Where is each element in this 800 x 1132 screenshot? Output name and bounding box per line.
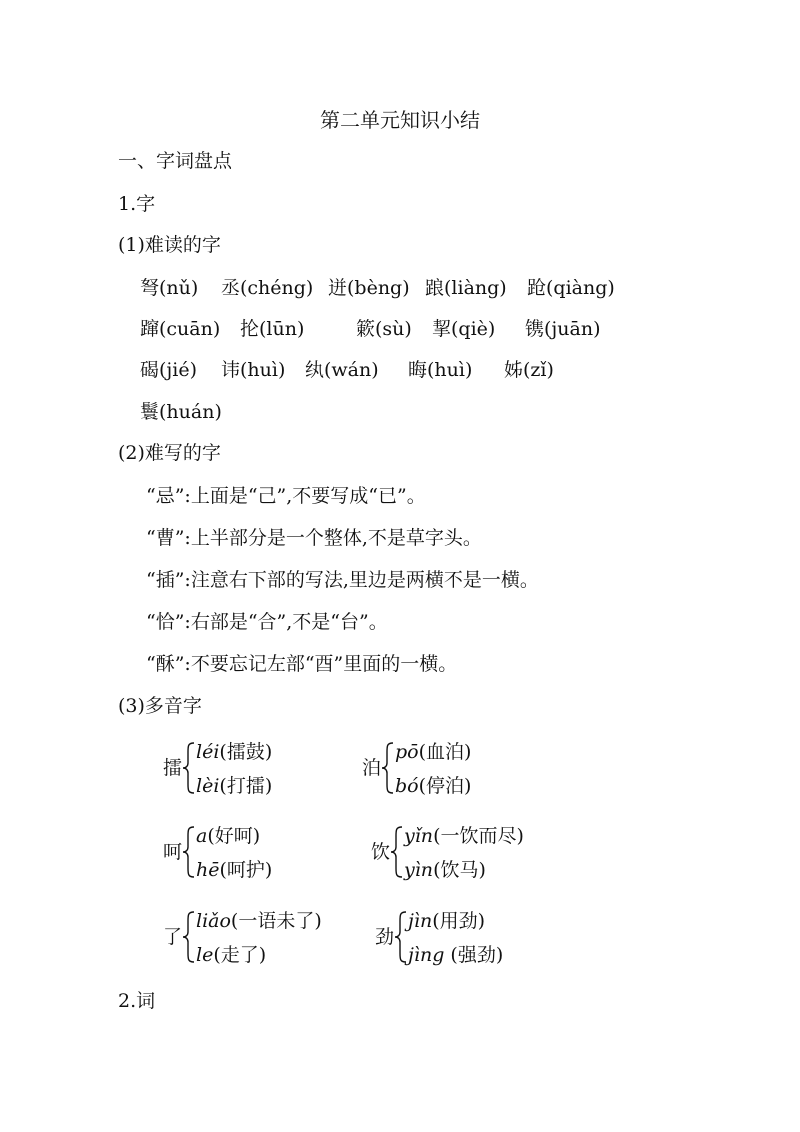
brace-icon: [182, 911, 195, 963]
polyphonic-char: 劲: [375, 926, 395, 948]
polyphonic-reading: jìn(用劲): [408, 910, 486, 932]
polyphonic-reading: pō(血泊): [395, 741, 472, 763]
hard-read-item: 碣(jié): [140, 359, 198, 381]
polyphonic-reading: liǎo(一语未了): [196, 910, 322, 932]
hard-read-item: 丞(chéng): [221, 277, 314, 299]
subheading-polyphonic: (3)多音字: [118, 695, 202, 717]
hard-write-item: “插”:注意右下部的写法,里边是两横不是一横。: [146, 569, 539, 591]
hard-write-item: “恰”:右部是“合”,不是“台”。: [146, 611, 388, 633]
section-heading-words: 一、字词盘点: [118, 150, 233, 172]
hard-write-item: “忌”:上面是“己”,不要写成“已”。: [146, 485, 426, 507]
brace-icon: [390, 826, 403, 878]
polyphonic-char: 呵: [163, 841, 183, 863]
hard-read-item: 抡(lūn): [240, 318, 305, 340]
page-title: 第二单元知识小结: [320, 108, 480, 132]
polyphonic-reading: léi(擂鼓): [196, 741, 273, 763]
hard-read-item: 踉(liàng): [425, 277, 507, 299]
hard-write-item: “酥”:不要忘记左部“酉”里面的一横。: [146, 653, 458, 675]
hard-read-item: 纨(wán): [305, 359, 379, 381]
hard-read-item: 晦(huì): [408, 359, 473, 381]
polyphonic-char: 擂: [163, 757, 183, 779]
polyphonic-char: 泊: [362, 757, 382, 779]
hard-read-item: 挈(qiè): [432, 318, 496, 340]
subheading-characters: 1.字: [118, 193, 156, 215]
hard-read-item: 跄(qiàng): [527, 277, 615, 299]
hard-write-item: “曹”:上半部分是一个整体,不是草字头。: [146, 527, 482, 549]
subheading-hard-to-read: (1)难读的字: [118, 234, 221, 256]
polyphonic-reading: lèi(打擂): [196, 775, 273, 797]
hard-read-item: 蹿(cuān): [140, 318, 221, 340]
hard-read-item: 弩(nǔ): [140, 277, 199, 299]
hard-read-item: 讳(huì): [221, 359, 286, 381]
hard-read-item: 迸(bèng): [328, 277, 410, 299]
polyphonic-reading: jìng (强劲): [408, 944, 504, 966]
hard-read-item: 镌(juān): [525, 318, 601, 340]
polyphonic-reading: hē(呵护): [196, 859, 273, 881]
polyphonic-reading: bó(停泊): [395, 775, 472, 797]
subheading-hard-to-write: (2)难写的字: [118, 442, 221, 464]
polyphonic-reading: a(好呵): [196, 825, 261, 847]
hard-read-item: 鬟(huán): [140, 401, 222, 423]
brace-icon: [381, 742, 394, 794]
brace-icon: [182, 742, 195, 794]
subheading-words: 2.词: [118, 990, 156, 1012]
polyphonic-char: 饮: [371, 841, 391, 863]
polyphonic-reading: yǐn(一饮而尽): [404, 825, 524, 847]
brace-icon: [182, 826, 195, 878]
polyphonic-reading: yìn(饮马): [404, 859, 486, 881]
brace-icon: [394, 911, 407, 963]
hard-read-item: 簌(sù): [356, 318, 412, 340]
hard-read-item: 姊(zǐ): [504, 359, 554, 381]
polyphonic-char: 了: [163, 926, 183, 948]
polyphonic-reading: le(走了): [196, 944, 267, 966]
